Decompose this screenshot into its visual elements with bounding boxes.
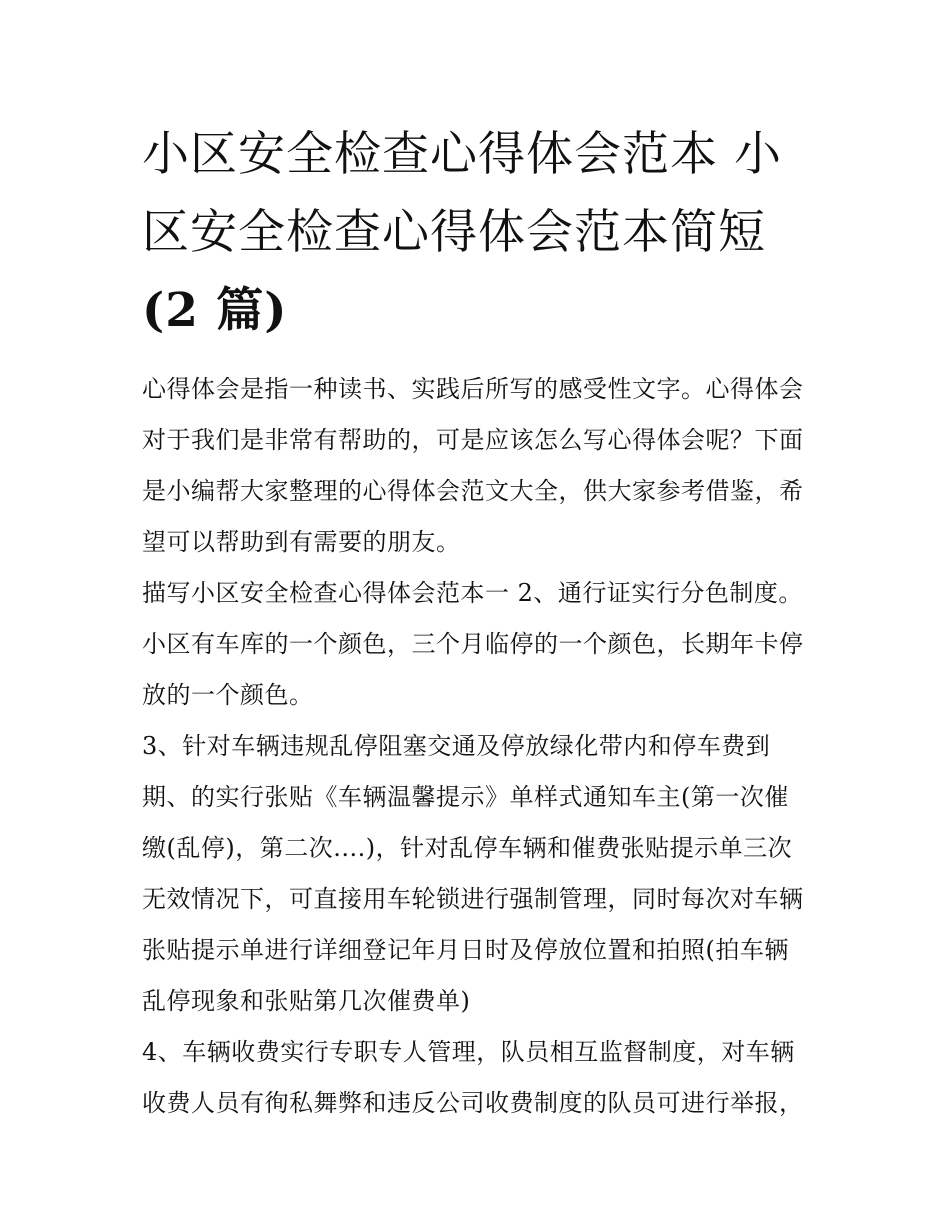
text-line: 对于我们是非常有帮助的，可是应该怎么写心得体会呢？下面 bbox=[142, 426, 804, 454]
text-line: 描写小区安全检查心得体会范本一 2、通行证实行分色制度。 bbox=[142, 579, 803, 607]
text-line: 是小编帮大家整理的心得体会范文大全，供大家参考借鉴，希 bbox=[142, 477, 804, 505]
paragraph-intro bbox=[142, 364, 822, 568]
document-title bbox=[142, 116, 822, 350]
text-line: 心得体会是指一种读书、实践后所写的感受性文字。心得体会 bbox=[142, 375, 804, 403]
paragraph-item-3 bbox=[142, 721, 822, 1027]
document-page bbox=[142, 116, 822, 1129]
text-line: 张贴提示单进行详细登记年月日时及停放位置和拍照(拍车辆 bbox=[142, 936, 789, 964]
text-line: 望可以帮助到有需要的朋友。 bbox=[142, 528, 461, 556]
text-line: 乱停现象和张贴第几次催费单) bbox=[142, 987, 471, 1015]
text-line: 收费人员有徇私舞弊和违反公司收费制度的队员可进行举报， bbox=[142, 1089, 804, 1117]
text-line: 无效情况下，可直接用车轮锁进行强制管理，同时每次对车辆 bbox=[142, 885, 804, 913]
text-line: 缴(乱停)，第二次....)，针对乱停车辆和催费张贴提示单三次 bbox=[142, 834, 793, 862]
title-line-2: 区安全检查心得体会范本简短 bbox=[142, 205, 766, 260]
paragraph-item-4 bbox=[142, 1027, 822, 1129]
text-line: 期、的实行张贴《车辆温馨提示》单样式通知车主(第一次催 bbox=[142, 783, 789, 811]
text-line: 放的一个颜色。 bbox=[142, 681, 314, 709]
text-line: 小区有车库的一个颜色，三个月临停的一个颜色，长期年卡停 bbox=[142, 630, 804, 658]
document-body bbox=[142, 364, 822, 1129]
text-line: 4、车辆收费实行专职专人管理，队员相互监督制度，对车辆 bbox=[142, 1038, 795, 1066]
paragraph-pass-system bbox=[142, 568, 822, 721]
text-line: 3、针对车辆违规乱停阻塞交通及停放绿化带内和停车费到 bbox=[142, 732, 771, 760]
title-line-1: 小区安全检查心得体会范本 小 bbox=[142, 127, 782, 182]
title-line-3: (2 篇) bbox=[142, 283, 288, 338]
